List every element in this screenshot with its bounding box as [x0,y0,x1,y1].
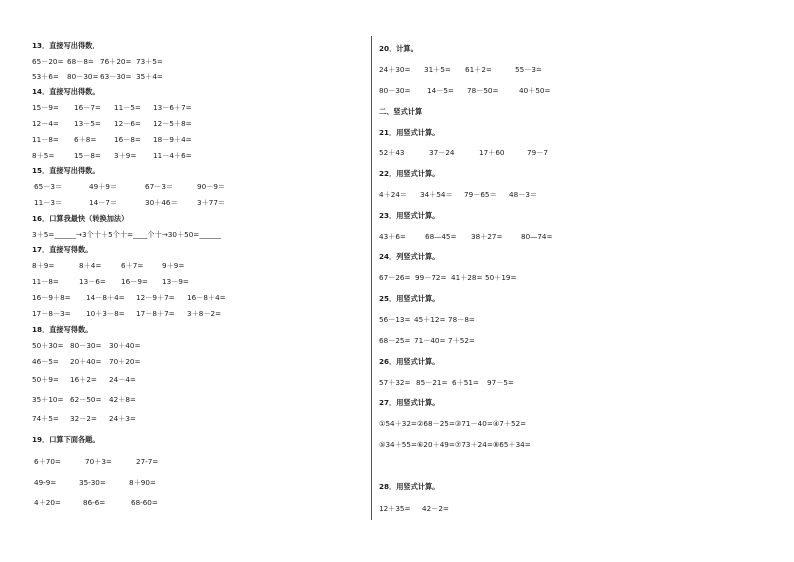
problem: 68—45= [425,232,457,241]
problem: 30＋40= [109,341,141,350]
problem: 68－25= [379,336,411,345]
problem: 80—74= [521,232,553,241]
problem: 16－8＋4= [187,293,226,302]
q27-row-2: ⑤34＋55=⑥20＋49=⑦73＋24=⑧65＋34= [379,440,531,449]
problem: 12－5＋8= [153,119,192,128]
problem: 35-30= [79,478,106,487]
problem: 13－9= [162,277,189,286]
problem: 48－3＝ [509,190,538,199]
column-divider [371,36,372,520]
problem: 18－9＋4= [153,135,192,144]
q22-title: 22．用竖式计算。 [379,169,440,178]
problem: 16－8= [114,135,141,144]
q26-title: 26．用竖式计算。 [379,357,440,366]
problem: 40＋50= [519,86,551,95]
problem: 11－8= [32,135,59,144]
problem: 49-9= [34,478,57,487]
problem: 17－8＋7= [136,309,175,318]
problem: 85－21= [416,378,448,387]
problem: 11－3＝ [34,198,63,207]
problem: 11－5= [114,103,141,112]
problem: 35＋4= [136,72,163,81]
problem: 68－8= [67,57,94,66]
problem: 7＋52= [448,336,475,345]
problem: 14－8＋4= [86,293,125,302]
problem: 10＋3－8= [86,309,125,318]
problem: 11－4＋6= [153,151,192,160]
problem: 8＋9= [32,261,55,270]
problem: 57＋32= [379,378,411,387]
problem: 3＋77＝ [197,198,226,207]
q20-title: 20．计算。 [379,44,418,53]
problem: 56－13= [379,315,411,324]
problem: 86-6= [83,498,106,507]
problem: 27-7= [136,457,159,466]
problem: 61＋2= [465,65,492,74]
problem: 14－5= [427,86,454,95]
problem: 50＋9= [32,375,59,384]
problem: 52＋43 [379,148,405,157]
problem: 53＋6= [32,72,59,81]
problem: 8＋4= [79,261,102,270]
problem: 6＋8= [74,135,97,144]
q16-conversion-text: 3＋5=______→3个十＋5个十=____个十→30＋50=______ [32,230,221,239]
problem: 4＋20= [34,498,61,507]
problem: 97－5= [487,378,514,387]
problem: 12＋35= [379,504,411,513]
problem: 90－9＝ [197,182,226,191]
problem: 20＋40= [70,357,102,366]
problem: 9＋9= [162,261,185,270]
problem: 80－30= [379,86,411,95]
q18-title: 18．直接写得数。 [32,325,93,334]
problem: 38＋27= [471,232,503,241]
problem: 16＋2= [70,375,97,384]
q13-title: 13．直接写出得数． [32,41,100,50]
problem: 13－6= [79,277,106,286]
q23-title: 23．用竖式计算。 [379,211,440,220]
problem: 62－50= [70,395,102,404]
problem: 70＋3= [85,457,112,466]
problem: 30＋46＝ [145,198,178,207]
problem: 67－26= [379,273,411,282]
q28-title: 28．用竖式计算。 [379,482,440,491]
problem: 16－9= [121,277,148,286]
problem: 15－8= [74,151,101,160]
q19-title: 19．口算下面各题。 [32,435,100,444]
q21-title: 21．用竖式计算。 [379,128,440,137]
problem: 24＋3= [109,414,136,423]
problem: 8＋5= [32,151,55,160]
problem: 24－4= [109,375,136,384]
problem: 71－40= [414,336,446,345]
problem: 16－7= [74,103,101,112]
problem: 42＋8= [109,395,136,404]
problem: 3＋8－2= [187,309,222,318]
problem: 24＋30= [379,65,411,74]
problem: 43＋6= [379,232,406,241]
problem: 11－8= [32,277,59,286]
problem: 80－30= [70,341,102,350]
problem: 41＋28= [451,273,483,282]
q15-title: 15．直接写出得数。 [32,166,100,175]
problem: 70＋20= [109,357,141,366]
q25-title: 25．用竖式计算。 [379,294,440,303]
problem: 12－9＋7= [136,293,175,302]
problem: 12－4= [32,119,59,128]
problem: 79－7 [527,148,548,157]
problem: 78－8= [448,315,475,324]
problem: 73＋5= [136,57,163,66]
problem: 55－3= [515,65,542,74]
problem: 76＋20= [100,57,132,66]
problem: 50＋19= [485,273,517,282]
problem: 46－5= [32,357,59,366]
problem: 8＋90= [129,478,156,487]
problem: 65－3＝ [34,182,63,191]
problem: 63－30= [100,72,132,81]
problem: 35＋10= [32,395,64,404]
problem: 15－9= [32,103,59,112]
problem: 80－30= [67,72,99,81]
problem: 4＋24＝ [379,190,408,199]
problem: 99－72= [415,273,447,282]
q16-title: 16．口算我最快（转换加法） [32,214,129,223]
problem: 13－5= [74,119,101,128]
q24-title: 24．列竖式计算。 [379,252,440,261]
problem: 74＋5= [32,414,59,423]
problem: 50＋30= [32,341,64,350]
problem: 12－6= [114,119,141,128]
problem: 3＋9= [114,151,137,160]
section-title: 二、竖式计算 [379,107,423,116]
problem: 42－2= [422,504,449,513]
q14-title: 14．直接写出得数。 [32,87,100,96]
problem: 6＋51= [452,378,479,387]
problem: 16－9＋8= [32,293,71,302]
problem: 67－3＝ [145,182,174,191]
problem: 78－50= [467,86,499,95]
problem: 79－65＝ [464,190,497,199]
problem: 34＋54＝ [420,190,453,199]
q27-row-1: ①54＋32=②68－25=③71－40=④7＋52= [379,419,527,428]
problem: 49＋9＝ [89,182,118,191]
problem: 17＋60 [479,148,505,157]
problem: 6＋70= [34,457,61,466]
problem: 65－20= [32,57,64,66]
q27-title: 27．用竖式计算。 [379,398,440,407]
problem: 31＋5= [424,65,451,74]
q17-title: 17．直接写得数。 [32,245,93,254]
problem: 45＋12= [414,315,446,324]
problem: 14－7＝ [89,198,118,207]
problem: 17－8－3= [32,309,71,318]
problem: 37－24 [429,148,455,157]
problem: 6＋7= [121,261,144,270]
problem: 13－6＋7= [153,103,192,112]
problem: 32－2= [70,414,97,423]
problem: 68-60= [131,498,158,507]
